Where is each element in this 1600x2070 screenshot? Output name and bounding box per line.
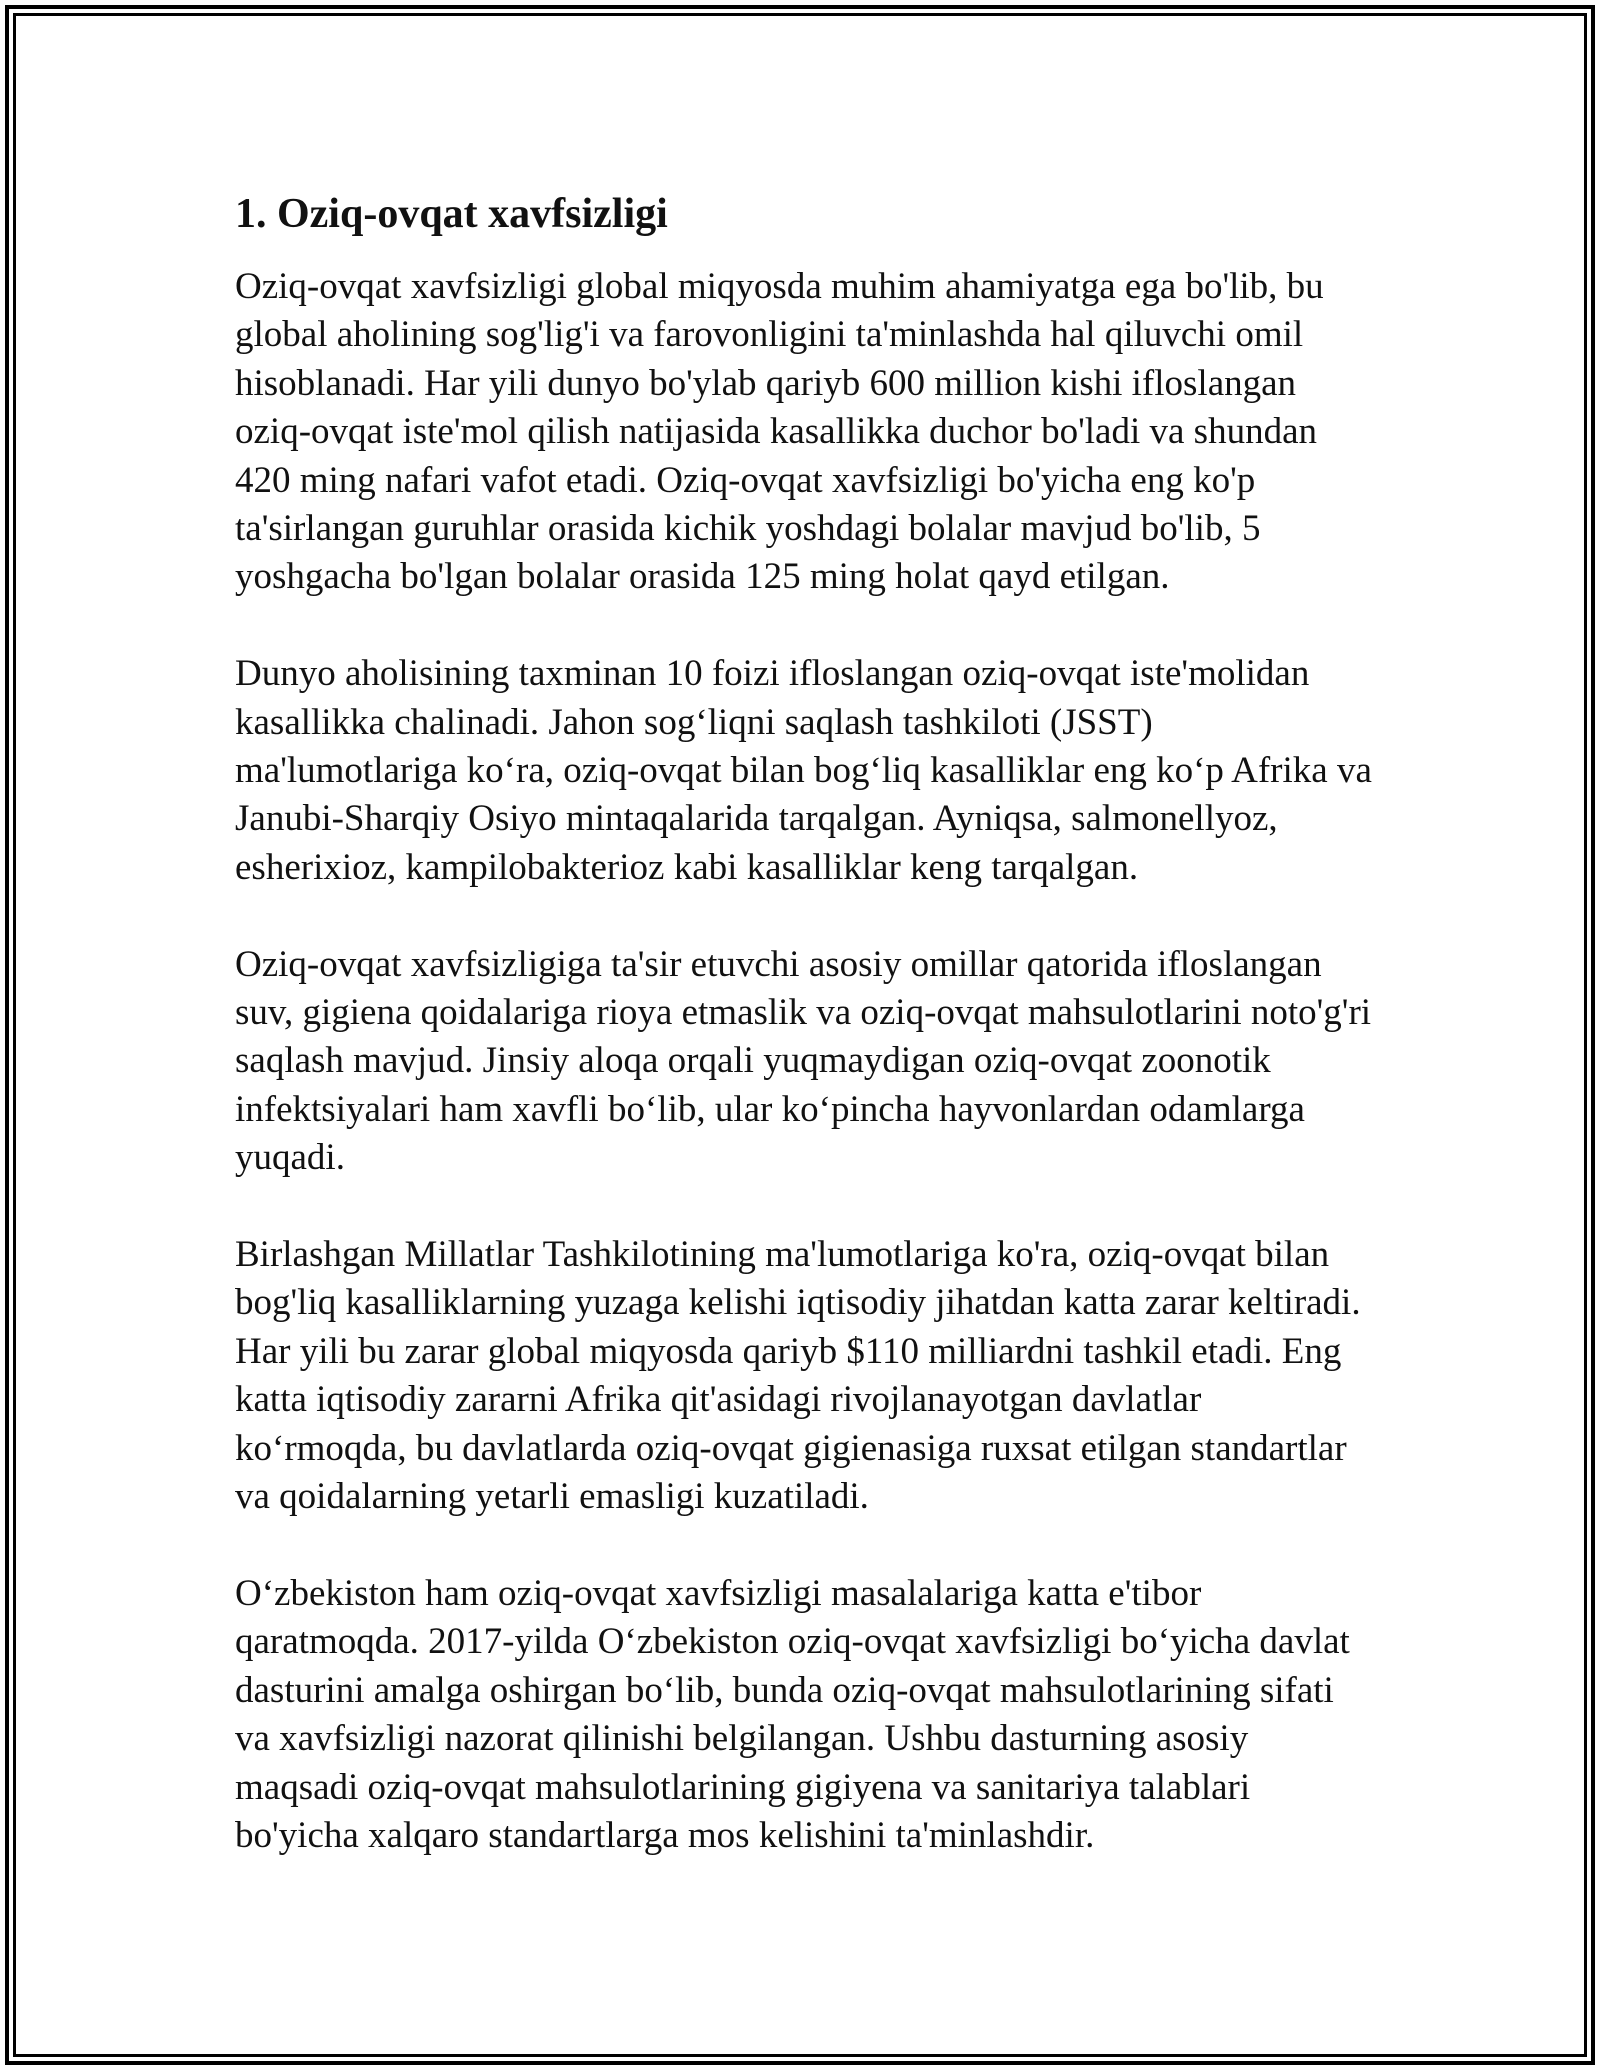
text-line: yoshgacha bo'lgan bolalar orasida 125 ming holat qayd etilgan. bbox=[235, 556, 1170, 598]
text-line: ko‘rmoqda, bu davlatlarda oziq-ovqat gigienasiga ruxsat etilgan standartlar bbox=[235, 1427, 1347, 1469]
section-heading: 1. Oziq-ovqat xavfsizligi bbox=[235, 191, 668, 237]
paragraph-2 bbox=[235, 650, 1535, 892]
text-line: ta'sirlangan guruhlar orasida kichik yoshdagi bolalar mavjud bo'lib, 5 bbox=[235, 508, 1261, 550]
text-line: Dunyo aholisining taxminan 10 foizi ifloslangan oziq-ovqat iste'molidan bbox=[235, 653, 1310, 695]
text-line: saqlash mavjud. Jinsiy aloqa orqali yuqmaydigan oziq-ovqat zoonotik bbox=[235, 1040, 1271, 1082]
text-line: esherixioz, kampilobakterioz kabi kasalliklar keng tarqalgan. bbox=[235, 846, 1139, 888]
text-line: 420 ming nafari vafot etadi. Oziq-ovqat xavfsizligi bo'yicha eng ko'p bbox=[235, 459, 1256, 501]
text-line: kasallikka chalinadi. Jahon sog‘liqni saqlash tashkiloti (JSST) bbox=[235, 701, 1153, 743]
text-line: yuqadi. bbox=[235, 1137, 345, 1179]
paragraph-1 bbox=[235, 263, 1535, 602]
text-line: katta iqtisodiy zararni Afrika qit'asidagi rivojlanayotgan davlatlar bbox=[235, 1379, 1202, 1421]
text-line: Janubi-Sharqiy Osiyo mintaqalarida tarqalgan. Ayniqsa, salmonellyoz, bbox=[235, 798, 1278, 840]
text-line: oziq-ovqat iste'mol qilish natijasida kasallikka duchor bo'ladi va shundan bbox=[235, 411, 1317, 453]
paragraph-3 bbox=[235, 941, 1535, 1183]
text-line: va qoidalarning yetarli emasligi kuzatiladi. bbox=[235, 1476, 869, 1518]
text-line: Oziq-ovqat xavfsizligi global miqyosda muhim ahamiyatga ega bo'lib, bu bbox=[235, 266, 1324, 307]
text-line: hisoblanadi. Har yili dunyo bo'ylab qariyb 600 million kishi ifloslangan bbox=[235, 362, 1297, 404]
text-line: bog'liq kasalliklarning yuzaga kelishi iqtisodiy jihatdan katta zarar keltiradi. bbox=[235, 1282, 1361, 1324]
text-line: O‘zbekiston ham oziq-ovqat xavfsizligi masalalariga katta e'tibor bbox=[235, 1572, 1202, 1614]
text-line: maqsadi oziq-ovqat mahsulotlarining gigiyena va sanitariya talablari bbox=[235, 1766, 1251, 1808]
document-body bbox=[235, 189, 1535, 1909]
paragraph-5 bbox=[235, 1570, 1535, 1860]
text-line: dasturini amalga oshirgan bo‘lib, bunda oziq-ovqat mahsulotlarining sifati bbox=[235, 1669, 1334, 1711]
text-line: Har yili bu zarar global miqyosda qariyb $110 milliardni tashkil etadi. Eng bbox=[235, 1330, 1342, 1372]
text-line: global aholining sog'lig'i va farovonligini ta'minlashda hal qiluvchi omil bbox=[235, 314, 1304, 356]
paragraph-4 bbox=[235, 1231, 1535, 1521]
text-line: va xavfsizligi nazorat qilinishi belgilangan. Ushbu dasturning asosiy bbox=[235, 1718, 1249, 1760]
text-line: ma'lumotlariga ko‘ra, oziq-ovqat bilan bog‘liq kasalliklar eng ko‘p Afrika va bbox=[235, 750, 1372, 792]
text-line: qaratmoqda. 2017-yilda O‘zbekiston oziq-ovqat xavfsizligi bo‘yicha davlat bbox=[235, 1621, 1350, 1663]
text-line: Birlashgan Millatlar Tashkilotining ma'lumotlariga ko'ra, oziq-ovqat bilan bbox=[235, 1234, 1330, 1276]
text-line: bo'yicha xalqaro standartlarga mos kelishini ta'minlashdir. bbox=[235, 1814, 1095, 1856]
text-line: suv, gigiena qoidalariga rioya etmaslik va oziq-ovqat mahsulotlarini noto'g'ri bbox=[235, 992, 1372, 1034]
text-line: infektsiyalari ham xavfli bo‘lib, ular ko‘pincha hayvonlardan odamlarga bbox=[235, 1088, 1305, 1130]
text-line: Oziq-ovqat xavfsizligiga ta'sir etuvchi asosiy omillar qatorida ifloslangan bbox=[235, 943, 1322, 985]
